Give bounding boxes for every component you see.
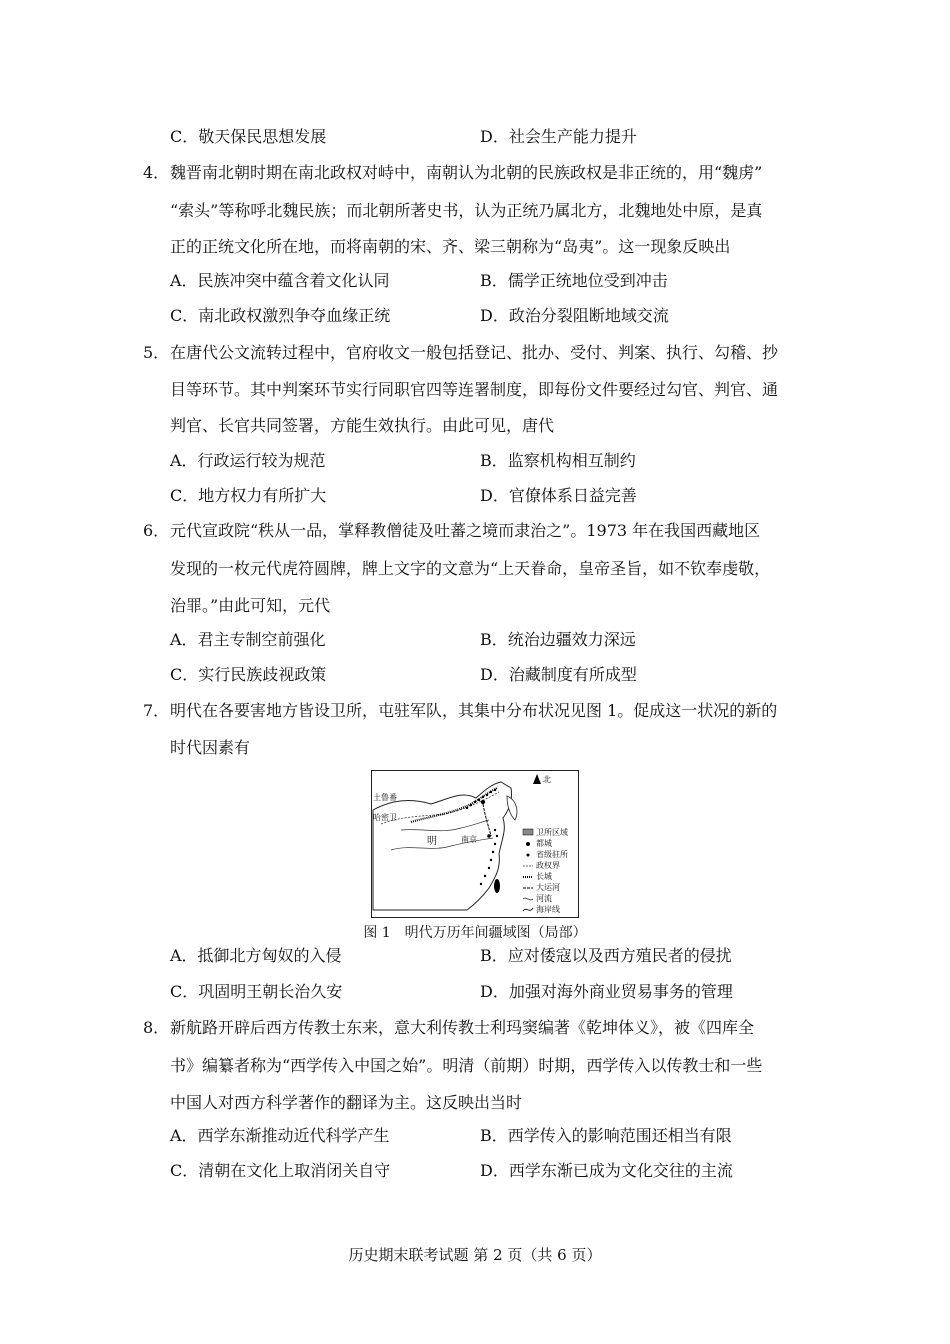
- map-caption: 图 1 明代万历年间疆域图（局部）: [363, 925, 587, 941]
- legend-canal: 大运河: [536, 883, 560, 892]
- q4-line-1: 魏晋南北朝时期在南北政权对峙中，南朝认为北朝的民族政权是非正统的，用“魏虏”: [170, 163, 763, 182]
- q5-line-3: 判官、长官共同签署，方能生效执行。由此可见，唐代: [170, 416, 555, 435]
- q7-option-b: B．应对倭寇以及西方殖民者的侵扰: [480, 946, 732, 965]
- q8-line-1: 新航路开辟后西方传教士东来，意大利传教士利玛窦编著《乾坤体义》，被《四库全: [170, 1018, 755, 1037]
- q5-number: 5．: [143, 343, 170, 362]
- map-svg: [371, 770, 579, 918]
- q7-option-a: A．抵御北方匈奴的入侵: [170, 946, 342, 965]
- page-footer: 历史期末联考试题 第 2 页（共 6 页）: [348, 1246, 602, 1264]
- q4-option-b: B．儒学正统地位受到冲击: [480, 271, 668, 290]
- q8-number: 8．: [143, 1018, 170, 1037]
- q7-option-d: D．加强对海外商业贸易事务的管理: [480, 982, 733, 1001]
- q3-option-c: C．敬天保民思想发展: [170, 127, 327, 146]
- q8-line-3: 中国人对西方科学著作的翻译为主。这反映出当时: [170, 1093, 523, 1112]
- q4-option-d: D．政治分裂阻断地域交流: [480, 306, 669, 325]
- q8-option-d: D．西学东渐已成为文化交往的主流: [480, 1161, 733, 1180]
- legend-wall: 长城: [536, 872, 552, 881]
- q5-option-b: B．监察机构相互制约: [480, 451, 636, 470]
- q4-line-3: 正的正统文化所在地，而将南朝的宋、齐、梁三朝称为“岛夷”。这一现象反映出: [170, 237, 731, 256]
- q8-option-a: A．西学东渐推动近代科学产生: [170, 1126, 390, 1145]
- legend-river: 河流: [536, 894, 552, 903]
- map-label-north: 北: [543, 775, 551, 784]
- map-capital: [481, 800, 485, 804]
- q4-option-c: C．南北政权激烈争夺血缘正统: [170, 306, 391, 325]
- map-label-tulufan: 土鲁番: [373, 793, 397, 802]
- q7-number: 7．: [143, 701, 170, 720]
- legend-weisuo: 卫所区域: [536, 828, 568, 837]
- q3-option-d: D．社会生产能力提升: [480, 127, 637, 146]
- q6-number: 6．: [143, 521, 170, 540]
- q6-option-d: D．治藏制度有所成型: [480, 665, 637, 684]
- q6-option-c: C．实行民族歧视政策: [170, 665, 327, 684]
- legend-border: 政权界: [536, 861, 560, 870]
- q7-option-c: C．巩固明王朝长治久安: [170, 982, 343, 1001]
- q7-line-2: 时代因素有: [170, 738, 251, 757]
- q6-line-3: 治罪。”由此可知，元代: [170, 596, 331, 615]
- q6-line-2: 发现的一枚元代虎符圆牌，牌上文字的文意为“上天眷命，皇帝圣旨，如不钦奉虔敬，: [170, 559, 771, 578]
- q4-number: 4．: [143, 163, 170, 182]
- q5-line-1: 在唐代公文流转过程中，官府收文一般包括登记、批办、受付、判案、执行、勾稽、抄: [170, 343, 779, 362]
- map-label-nanjing: 南京: [461, 835, 477, 844]
- q6-option-a: A．君主专制空前强化: [170, 630, 326, 649]
- legend-coast: 海岸线: [536, 905, 560, 914]
- legend-capital: 都城: [536, 839, 552, 848]
- q5-option-c: C．地方权力有所扩大: [170, 486, 327, 505]
- q6-option-b: B．统治边疆效力深远: [480, 630, 636, 649]
- q5-line-2: 目等环节。其中判案环节实行同职官四等连署制度，即每份文件要经过勾官、判官、通: [170, 380, 779, 399]
- q8-line-2: 书》编纂者称为“西学传入中国之始”。明清（前期）时期，西学传入以传教士和一些: [170, 1056, 763, 1075]
- q8-option-b: B．西学传入的影响范围还相当有限: [480, 1126, 732, 1145]
- q6-line-1: 元代宣政院“秩从一品，掌释教僧徒及吐蕃之境而隶治之”。1973 年在我国西藏地区: [170, 521, 761, 540]
- map-taiwan: [494, 879, 500, 893]
- q8-option-c: C．清朝在文化上取消闭关自守: [170, 1161, 391, 1180]
- q4-option-a: A．民族冲突中蕴含着文化认同: [170, 271, 390, 290]
- legend-weisuo-swatch: [523, 829, 533, 835]
- q5-option-d: D．官僚体系日益完善: [480, 486, 637, 505]
- legend-province-swatch: [527, 854, 530, 857]
- q5-option-a: A．行政运行较为规范: [170, 451, 326, 470]
- map-label-hami: 哈密卫: [373, 813, 397, 822]
- map-nanjing-marker: [487, 834, 491, 838]
- legend-capital-swatch: [526, 842, 530, 846]
- map-label-ming: 明: [427, 836, 437, 847]
- ming-territory-map: [371, 770, 579, 918]
- legend-province: 省级驻所: [536, 850, 568, 859]
- q4-line-2: “索头”等称呼北魏民族；而北朝所著史书，认为正统乃属北方，北魏地处中原，是真: [170, 201, 763, 220]
- q7-line-1: 明代在各要害地方皆设卫所，屯驻军队，其集中分布状况见图 1。促成这一状况的新的: [170, 701, 778, 720]
